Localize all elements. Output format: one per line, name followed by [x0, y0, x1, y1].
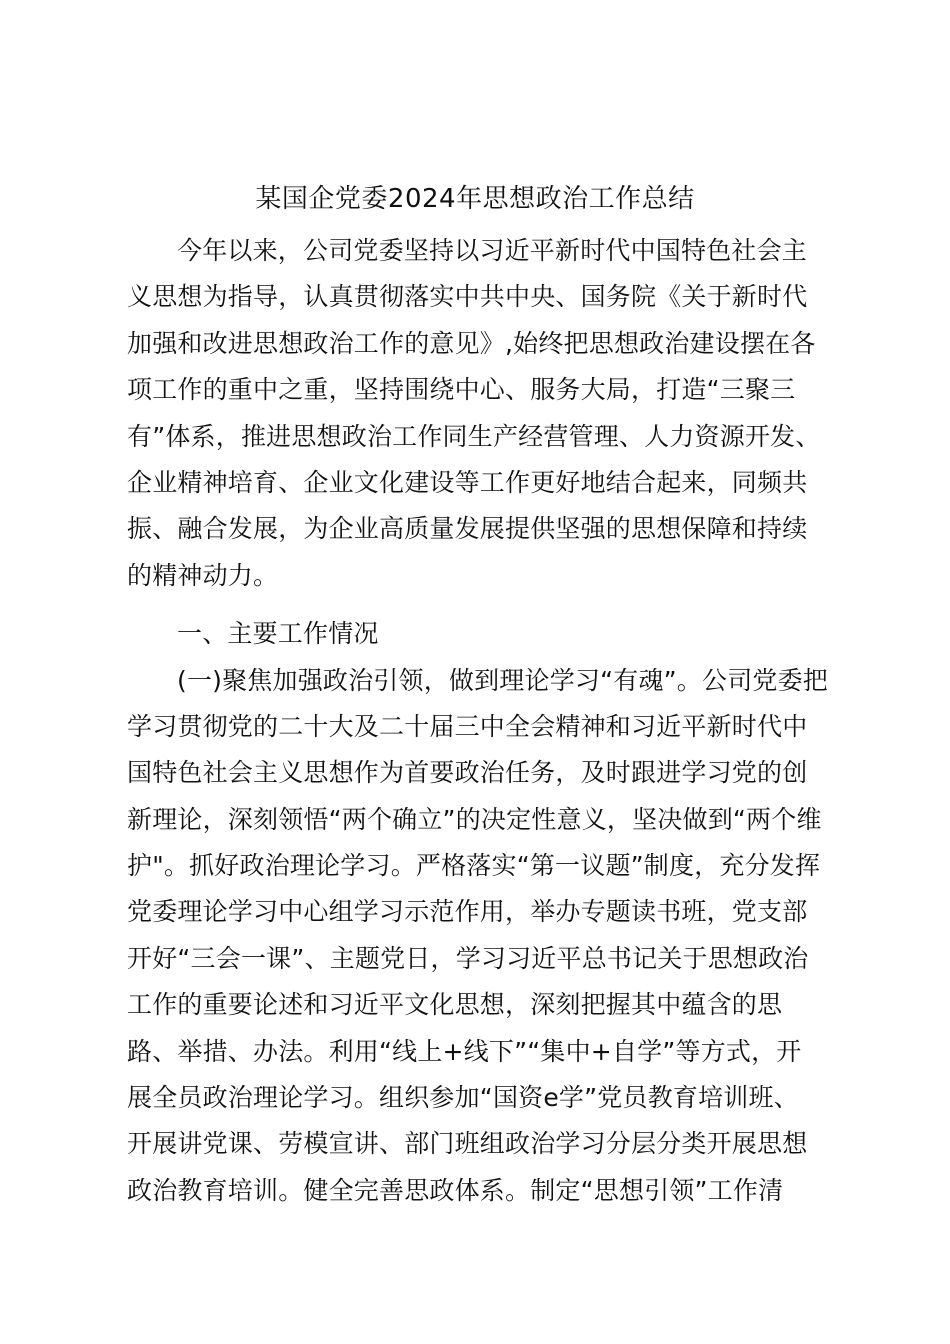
- paragraph-line: 学习贯彻党的二十大及二十届三中全会精神和习近平新时代中: [127, 711, 808, 741]
- section-heading: [127, 611, 837, 657]
- paragraph-line: 今年以来，公司党委坚持以习近平新时代中国特色社会主: [177, 236, 808, 265]
- paragraph-line: 护"。抓好政治理论学习。严格落实“第一议题”制度，充分发挥: [127, 851, 821, 881]
- paragraph-line: 加强和改进思想政治工作的意见》,始终把思想政治建设摆在各: [127, 328, 816, 358]
- paragraph-line: (一)聚焦加强政治引领，做到理论学习“有魂”。公司党委把: [177, 665, 829, 695]
- paragraph-line: 路、举措、办法。利用“线上+线下”“集中+自学”等方式，开: [127, 1036, 802, 1066]
- paragraph-line: 展全员政治理论学习。组织参加“国资e学”党员教育培训班、: [127, 1083, 799, 1113]
- section-paragraph: [127, 658, 837, 1215]
- paragraph-line: 义思想为指导，认真贯彻落实中共中央、国务院《关于新时代: [127, 282, 808, 312]
- paragraph-line: 开好“三会一课”、主题党日，学习习近平总书记关于思想政治: [127, 943, 809, 973]
- paragraph-spacer: [127, 599, 837, 611]
- paragraph-line: 新理论，深刻领悟“两个确立”的决定性意义，坚决做到“两个维: [127, 804, 822, 834]
- paragraph-line: 项工作的重中之重，坚持围绕中心、服务大局，打造“三聚三: [127, 375, 796, 405]
- paragraph-line: 工作的重要论述和习近平文化思想，深刻把握其中蕴含的思: [127, 990, 783, 1020]
- intro-paragraph: [127, 228, 837, 599]
- paragraph-line: 振、融合发展，为企业高质量发展提供坚强的思想保障和持续: [127, 514, 808, 544]
- document-body: [127, 228, 837, 1214]
- paragraph-line: 开展讲党课、劳模宣讲、部门班组政治学习分层分类开展思想: [127, 1129, 808, 1159]
- paragraph-line: 党委理论学习中心组学习示范作用，举办专题读书班，党支部: [127, 897, 808, 927]
- paragraph-line: 的精神动力。: [127, 560, 279, 590]
- paragraph-line: 有”体系，推进思想政治工作同生产经营管理、人力资源开发、: [127, 421, 821, 451]
- document-title: 某国企党委2024年思想政治工作总结: [255, 184, 695, 214]
- section-heading-line: 一、主要工作情况: [177, 619, 379, 649]
- paragraph-line: 政治教育培训。健全完善思政体系。制定“思想引领”工作清: [127, 1175, 784, 1205]
- paragraph-line: 国特色社会主义思想作为首要政治任务，及时跟进学习党的创: [127, 758, 808, 788]
- paragraph-line: 企业精神培育、企业文化建设等工作更好地结合起来，同频共: [127, 467, 808, 497]
